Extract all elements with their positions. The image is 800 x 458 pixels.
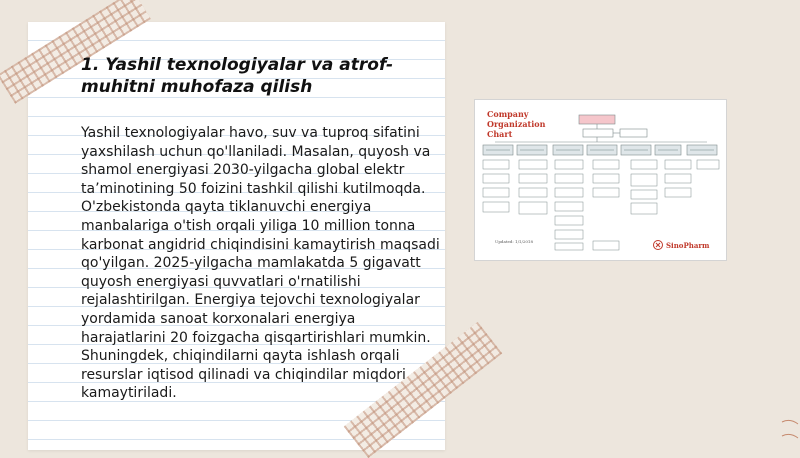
slide-title: 1. Yashil texnologiyalar va atrof-muhitni muhofaza qilish xyxy=(81,55,394,97)
org-chart-image xyxy=(474,99,727,261)
company-logo-icon xyxy=(653,240,663,250)
org-chart-title: Company Organization Chart xyxy=(487,109,546,139)
company-logo xyxy=(653,240,709,250)
corner-decoration-icon xyxy=(780,410,800,450)
org-chart-footnote: Updated: 1/1/2018 xyxy=(495,239,533,244)
company-logo-text: SinoPharm xyxy=(666,240,710,250)
slide-body-text: Yashil texnologiyalar havo, suv va tuproq sifatini yaxshilash uchun qo'llaniladi. Masalan, quyosh va shamol energiyasi 2030-yilgacha global elektr ta’minotining 50 foizini tashkil qilishi kutilmoqda. O'zbekistonda qayta tiklanuvchi energiya manbalariga o'tish orqali yiliga 10 million tonna karbonat angidrid chiqindisini kamaytirish maqsadi qo'yilgan. 2025-yilgacha mamlakatda 5 gigavatt quyosh energiyasi quvvatlari o'rnatilishi rejalashtirilgan. Energiya tejovchi texnologiyalar yordamida sanoat korxonalari energiya harajatlarini 20 foizgacha qisqartirishlari mumkin. Shuningdek, chiqindilarni qayta ishlash orqali resurslar iqtisod qilinadi va chiqindilar miqdori kamaytiriladi. xyxy=(81,125,440,402)
